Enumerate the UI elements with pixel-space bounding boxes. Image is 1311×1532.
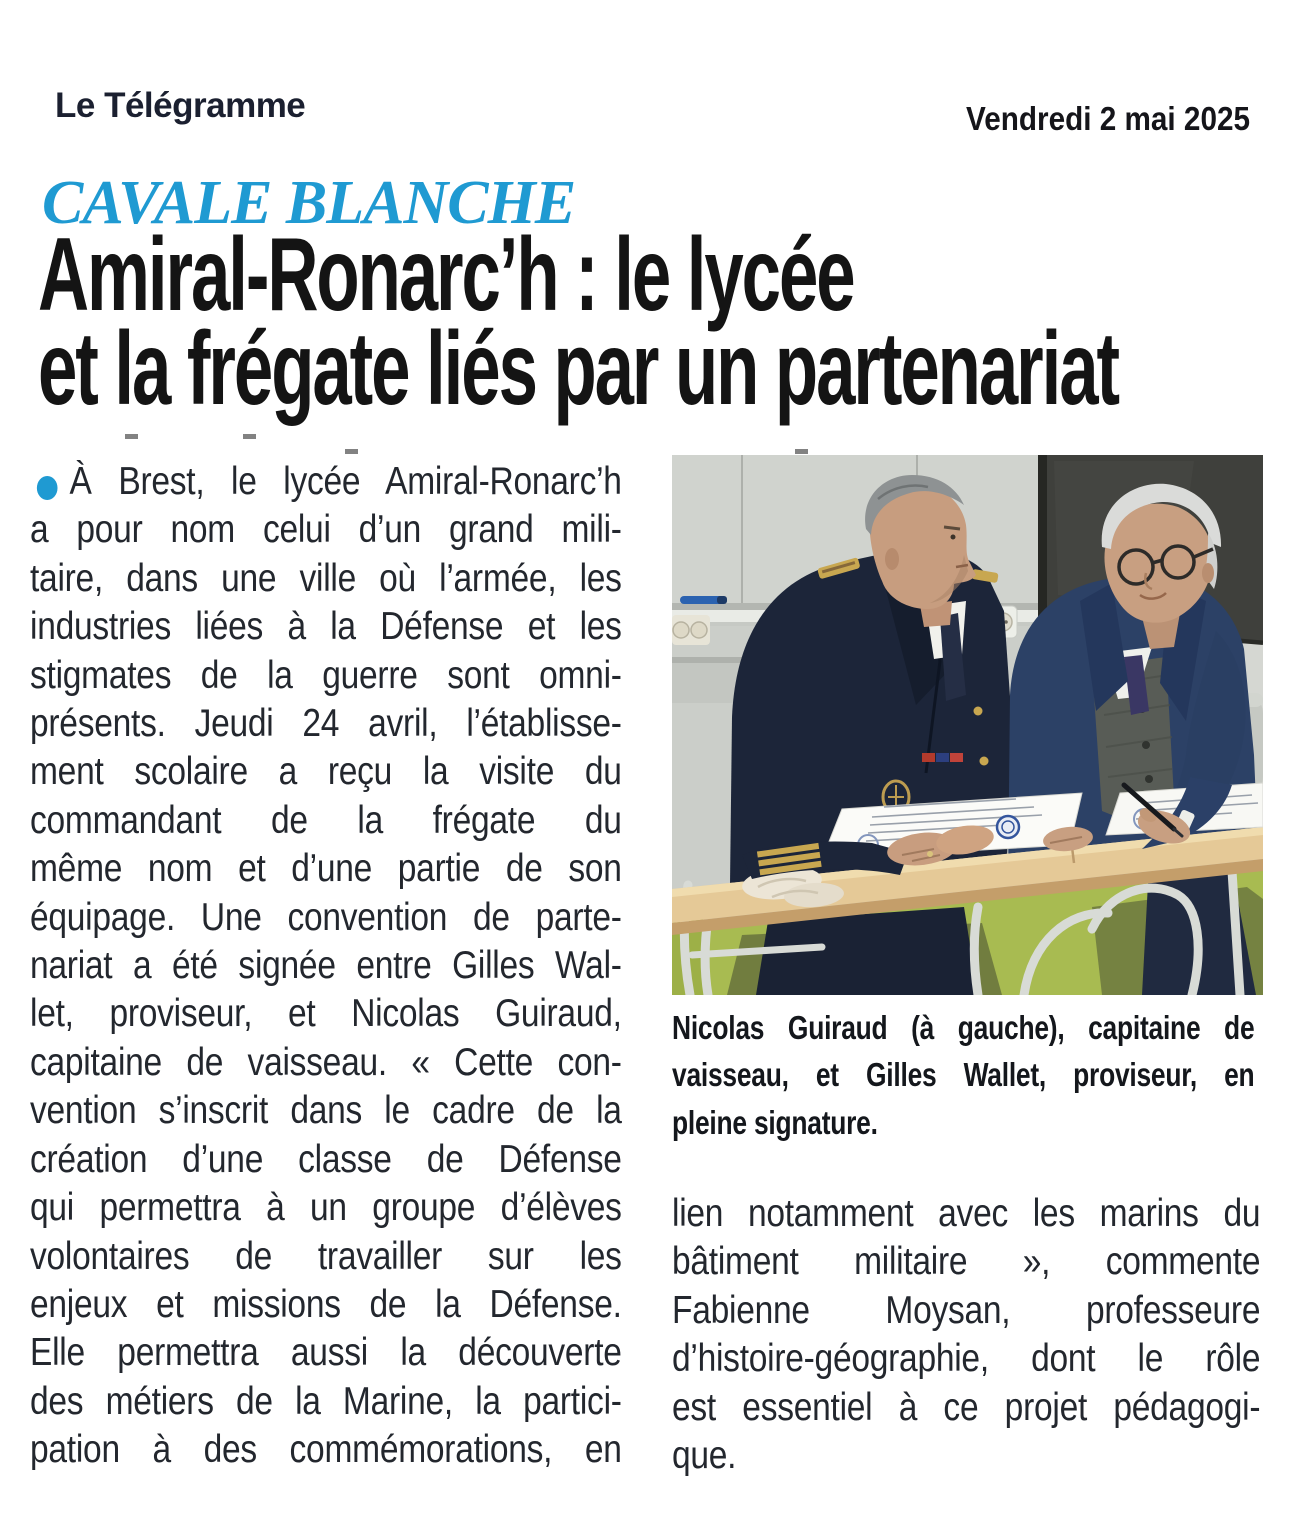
body-text-line: lien notamment avec les marins du <box>672 1192 1261 1235</box>
body-text-line: let, proviseur, et Nicolas Guiraud, <box>30 992 622 1036</box>
headline-line-2: et la frégate liés par un partenariat <box>38 311 1119 427</box>
body-text-line: commandant de la frégate du <box>30 798 622 842</box>
body-text-line: même nom et d’une partie de son <box>30 847 622 891</box>
body-text-line: que. <box>672 1434 737 1478</box>
body-text-line: ment scolaire a reçu la visite du <box>30 750 622 794</box>
body-text-line: nariat a été signée entre Gilles Wal- <box>30 944 622 988</box>
body-text-line: équipage. Une convention de parte- <box>30 895 622 939</box>
body-text-line: enjeux et missions de la Défense. <box>30 1282 622 1326</box>
body-text-line: est essentiel à ce projet pédagogi- <box>672 1385 1261 1429</box>
article-left-column <box>30 458 622 1475</box>
body-text-line: présents. Jeudi 24 avril, l’établisse- <box>30 702 622 746</box>
scan-artifact-dash <box>243 434 256 439</box>
photo-caption <box>672 1004 1254 1146</box>
paragraph-bullet-icon <box>37 476 58 500</box>
body-text-line: a pour nom celui d’un grand mili- <box>30 508 622 552</box>
scan-artifact-dash <box>795 449 808 454</box>
body-text-line: bâtiment militaire », commente <box>672 1240 1261 1284</box>
body-text-line: volontaires de travailler sur les <box>30 1234 622 1278</box>
article-headline <box>38 217 1262 427</box>
body-text-line: pation à des commémorations, en <box>30 1428 622 1472</box>
body-text-line: À Brest, le lycée Amiral-Ronarc’h <box>69 460 622 503</box>
headline-line-1: Amiral-Ronarc’h : le lycée <box>38 217 854 333</box>
caption-line: vaisseau, et Gilles Wallet, proviseur, en <box>672 1056 1255 1094</box>
section-kicker: CAVALE BLANCHE <box>42 169 576 237</box>
body-text-line: capitaine de vaisseau. « Cette con- <box>30 1040 622 1084</box>
body-text-line: des métiers de la Marine, la partici- <box>30 1379 622 1423</box>
scan-artifact-dash <box>125 434 138 439</box>
body-text-line: d’histoire-géographie, dont le rôle <box>672 1337 1261 1381</box>
body-text-line: vention s’inscrit dans le cadre de la <box>30 1089 622 1133</box>
caption-line: Nicolas Guiraud (à gauche), capitaine de <box>672 1009 1255 1046</box>
caption-line: pleine signature. <box>672 1103 878 1141</box>
body-text-line: création d’une classe de Défense <box>30 1137 622 1181</box>
body-text-line: stigmates de la guerre sont omni- <box>30 653 622 697</box>
medal-ribbons <box>922 753 963 762</box>
body-text-line: qui permettra à un groupe d’élèves <box>30 1186 622 1230</box>
masthead-logo: Le Télégramme <box>55 86 306 125</box>
body-text-line: Elle permettra aussi la découverte <box>30 1331 622 1375</box>
body-text-line: industries liées à la Défense et les <box>30 605 622 649</box>
edition-date: Vendredi 2 mai 2025 <box>966 100 1250 137</box>
scan-artifact-dash <box>345 449 358 454</box>
article-right-column <box>672 1190 1260 1480</box>
body-text-line: taire, dans une ville où l’armée, les <box>30 556 622 600</box>
article-photo <box>672 455 1263 995</box>
body-text-line: Fabienne Moysan, professeure <box>672 1288 1261 1332</box>
